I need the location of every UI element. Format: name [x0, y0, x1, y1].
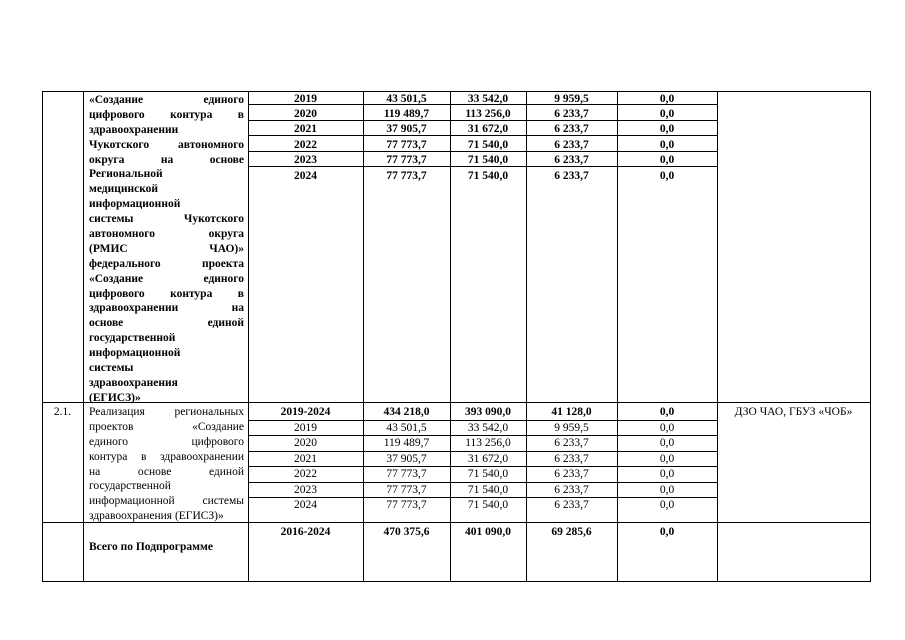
description-line: государственной: [89, 332, 176, 345]
regional-cell: 6 233,7: [554, 170, 589, 182]
description-line: Региональной: [89, 168, 163, 181]
project-description: [89, 405, 244, 524]
regional-cell: 6 233,7: [554, 468, 589, 480]
description-line: (РМИС ЧАО)»: [89, 242, 244, 255]
summary-federal: 393 090,0: [465, 406, 511, 418]
description-line: (ЕГИСЗ)»: [89, 391, 141, 404]
regional-cell: 6 233,7: [554, 499, 589, 511]
total-cell: 119 489,7: [383, 108, 430, 120]
description-line: округа на основе: [89, 153, 244, 166]
federal-cell: 113 256,0: [465, 437, 511, 449]
federal-cell: 71 540,0: [467, 468, 509, 480]
regional-cell: 9 959,5: [554, 93, 589, 105]
regional-cell: 6 233,7: [554, 484, 589, 496]
other-cell: 0,0: [659, 453, 675, 465]
description-line: автономного округа: [89, 228, 244, 241]
year-cell: 2023: [294, 154, 317, 166]
total-other: 0,0: [659, 526, 675, 538]
summary-year: 2019-2024: [280, 406, 331, 418]
other-cell: 0,0: [659, 93, 675, 105]
description-line: системы Чукотского: [89, 213, 244, 226]
description-line: контура в здравоохранении: [89, 450, 244, 463]
total-federal: 401 090,0: [465, 526, 511, 538]
description-line: федерального проекта: [89, 257, 244, 270]
description-line: «Создание единого: [89, 272, 244, 285]
other-cell: 0,0: [659, 108, 675, 120]
description-line: здравоохранении на: [89, 302, 244, 315]
regional-cell: 9 959,5: [554, 422, 589, 434]
total-cell: 37 905,7: [386, 453, 427, 465]
year-cell: 2024: [294, 170, 317, 182]
federal-cell: 31 672,0: [467, 453, 509, 465]
description-line: Реализация региональных: [89, 406, 244, 418]
year-cell: 2020: [294, 437, 317, 449]
description-line: информационной: [89, 347, 181, 360]
description-line: цифрового контура в: [89, 108, 244, 121]
project-description: [89, 93, 244, 406]
other-cell: 0,0: [659, 170, 675, 182]
description-line: государственной: [89, 480, 171, 493]
summary-other: 0,0: [659, 406, 675, 418]
federal-cell: 33 542,0: [467, 93, 509, 105]
description-line: Чукотского автономного: [89, 138, 244, 151]
total-cell: 43 501,5: [386, 422, 427, 434]
year-cell: 2020: [294, 108, 317, 120]
total-year: 2016-2024: [280, 526, 331, 538]
description-line: единого цифрового: [89, 435, 244, 448]
description-line: на основе единой: [89, 465, 244, 478]
total-cell: 77 773,7: [386, 154, 427, 166]
other-cell: 0,0: [659, 422, 675, 434]
total-sum: 470 375,6: [383, 526, 430, 538]
regional-cell: 6 233,7: [554, 453, 589, 465]
total-label: Всего по Подпрограмме: [89, 541, 213, 553]
executor-cell: ДЗО ЧАО, ГБУЗ «ЧОБ»: [734, 406, 853, 418]
year-cell: 2019: [294, 422, 317, 434]
row-number: 2.1.: [53, 406, 72, 418]
federal-cell: 31 672,0: [467, 123, 509, 135]
federal-cell: 71 540,0: [467, 154, 509, 166]
other-cell: 0,0: [659, 139, 675, 151]
regional-cell: 6 233,7: [554, 108, 589, 120]
summary-regional: 41 128,0: [551, 406, 592, 418]
column-divider: [717, 91, 718, 582]
regional-cell: 6 233,7: [554, 139, 589, 151]
description-line: здравоохранения (ЕГИСЗ)»: [89, 510, 224, 523]
federal-cell: 71 540,0: [467, 499, 509, 511]
year-cell: 2024: [294, 499, 317, 511]
other-cell: 0,0: [659, 123, 675, 135]
column-divider: [42, 91, 43, 582]
regional-cell: 6 233,7: [554, 437, 589, 449]
column-divider: [870, 91, 871, 582]
description-line: информационной системы: [89, 495, 244, 508]
other-cell: 0,0: [659, 468, 675, 480]
year-cell: 2023: [294, 484, 317, 496]
federal-cell: 33 542,0: [467, 422, 509, 434]
total-cell: 119 489,7: [383, 437, 430, 449]
total-cell: 77 773,7: [386, 499, 427, 511]
description-line: здравоохранения: [89, 376, 178, 389]
summary-total: 434 218,0: [383, 406, 430, 418]
column-divider: [83, 91, 84, 582]
regional-cell: 6 233,7: [554, 123, 589, 135]
total-cell: 43 501,5: [386, 93, 427, 105]
description-line: проектов «Создание: [89, 420, 244, 433]
table-bottom-border: [42, 581, 871, 582]
other-cell: 0,0: [659, 499, 675, 511]
total-cell: 77 773,7: [386, 484, 427, 496]
other-cell: 0,0: [659, 437, 675, 449]
other-cell: 0,0: [659, 154, 675, 166]
federal-cell: 71 540,0: [467, 484, 509, 496]
federal-cell: 113 256,0: [465, 108, 511, 120]
description-line: информационной: [89, 198, 181, 211]
description-line: здравоохранении: [89, 123, 179, 136]
description-line: основе единой: [89, 317, 244, 330]
year-cell: 2019: [294, 93, 317, 105]
federal-cell: 71 540,0: [467, 139, 509, 151]
total-cell: 37 905,7: [386, 123, 427, 135]
description-line: цифрового контура в: [89, 287, 244, 300]
total-cell: 77 773,7: [386, 170, 427, 182]
description-line: системы: [89, 362, 134, 375]
regional-cell: 6 233,7: [554, 154, 589, 166]
total-cell: 77 773,7: [386, 468, 427, 480]
other-cell: 0,0: [659, 484, 675, 496]
total-regional: 69 285,6: [551, 526, 592, 538]
year-cell: 2021: [294, 123, 317, 135]
description-line: медицинской: [89, 183, 159, 196]
year-cell: 2022: [294, 468, 317, 480]
year-cell: 2021: [294, 453, 317, 465]
total-cell: 77 773,7: [386, 139, 427, 151]
description-line: «Создание единого: [89, 94, 244, 106]
federal-cell: 71 540,0: [467, 170, 509, 182]
year-cell: 2022: [294, 139, 317, 151]
